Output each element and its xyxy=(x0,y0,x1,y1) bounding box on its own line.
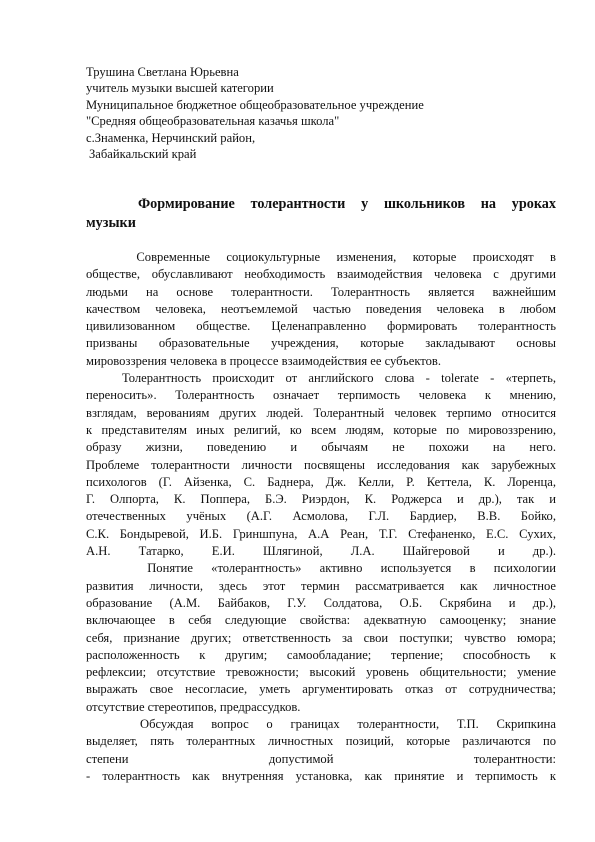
author-name: Трушина Светлана Юрьевна xyxy=(86,65,239,79)
author-region: Забайкальский край xyxy=(89,147,197,162)
body-line: переносить». Толерантность означает терпимость человека к мнению, xyxy=(86,388,556,403)
body-line: людьми на основе толерантности. Толерантность является важнейшим xyxy=(86,284,556,299)
author-block xyxy=(86,64,526,162)
body-line: выделяет, пять толерантных личностных позиций, которые различаются по xyxy=(86,734,556,749)
body-line: С.К. Бондыревой, И.Б. Гриншпуна, А.А Реан, Т.Г. Стефаненко, Е.С. Сухих, xyxy=(86,526,556,541)
body-line: - толерантность как внутренняя установка, как принятие и терпимость к xyxy=(86,768,556,783)
article-title-line-1: Формирование толерантности у школьников на уроках xyxy=(138,196,556,212)
body-line: Толерантность происходит от английского слова - tolerate - «терпеть, xyxy=(122,371,556,386)
article-title xyxy=(86,195,556,233)
body-line: к представителям иных религий, ко всем людям, которые по мировоззрению, xyxy=(86,422,556,437)
body-line: рефлексии; отсутствие тревожности; высокий уровень общительности; умение xyxy=(86,665,556,680)
body-line: А.Н. Татарко, Е.И. Шлягиной, Л.А. Шайгеровой и др.). xyxy=(86,544,556,559)
article-title-line-2: музыки xyxy=(86,215,136,231)
body-line: цивилизованном обществе. Целенаправленно формировать толерантность xyxy=(86,319,556,334)
body-line: Современные социокультурные изменения, которые происходят в xyxy=(136,250,556,264)
body-line: Обсуждая вопрос о границах толерантности, Т.П. Скрипкина xyxy=(140,717,556,732)
body-line: образу жизни, поведению и обычаям не похожи на него. xyxy=(86,440,556,455)
body-line: качеством человека, неотъемлемой частью поведения человека в любом xyxy=(86,301,556,316)
body-line: расположенность к другим; самообладание; терпение; способность к xyxy=(86,647,556,662)
body-line: себя, признание других; ответственность за свои поступки; чувство юмора; xyxy=(86,630,556,645)
author-location: с.Знаменка, Нерчинский район, xyxy=(86,130,256,145)
body-line: отечественных учёных (А.Г. Асмолова, Г.Л. Бардиер, В.В. Бойко, xyxy=(86,509,556,524)
body-line: взглядам, верованиям других людей. Толерантный человек терпимо относится xyxy=(86,405,556,420)
body-line: Проблеме толерантности личности посвящены исследования как зарубежных xyxy=(86,457,556,472)
body-line: призваны образовательные учреждения, которые закладывают основы xyxy=(86,336,556,351)
body-line: психологов (Г. Айзенка, С. Баднера, Дж. Келли, Р. Кеттела, К. Лоренца, xyxy=(86,474,556,489)
body-line: степени допустимой толерантности: xyxy=(86,751,556,766)
body-line: отсутствие стереотипов, предрассудков. xyxy=(86,699,301,714)
author-position: учитель музыки высшей категории xyxy=(86,81,274,96)
body-line: включающее в себя следующие свойства: адекватную самооценку; знание xyxy=(86,613,556,628)
body-line: Понятие «толерантность» активно используется в психологии xyxy=(147,561,556,576)
body-line: обществе, обуславливают необходимость взаимодействия человека с другими xyxy=(86,267,556,282)
body-line: выражать свое несогласие, уметь аргументировать отказ от сотрудничества; xyxy=(86,682,556,697)
body-line: мировоззрения человека в процессе взаимодействия ее субъектов. xyxy=(86,353,442,368)
body-line: Г. Олпорта, К. Поппера, Б.Э. Риэрдон, К. Роджерса и др.), так и xyxy=(86,492,556,507)
institution-name: "Средняя общеобразовательная казачья школа" xyxy=(86,114,340,129)
institution-type: Муниципальное бюджетное общеобразовательное учреждение xyxy=(86,97,424,112)
body-line: образование (А.М. Байбаков, Г.У. Солдатова, О.Б. Скрябина и др.), xyxy=(86,595,556,610)
body-line: развития личности, здесь этот термин рассматривается как личностное xyxy=(86,578,556,593)
article-body xyxy=(86,249,556,785)
